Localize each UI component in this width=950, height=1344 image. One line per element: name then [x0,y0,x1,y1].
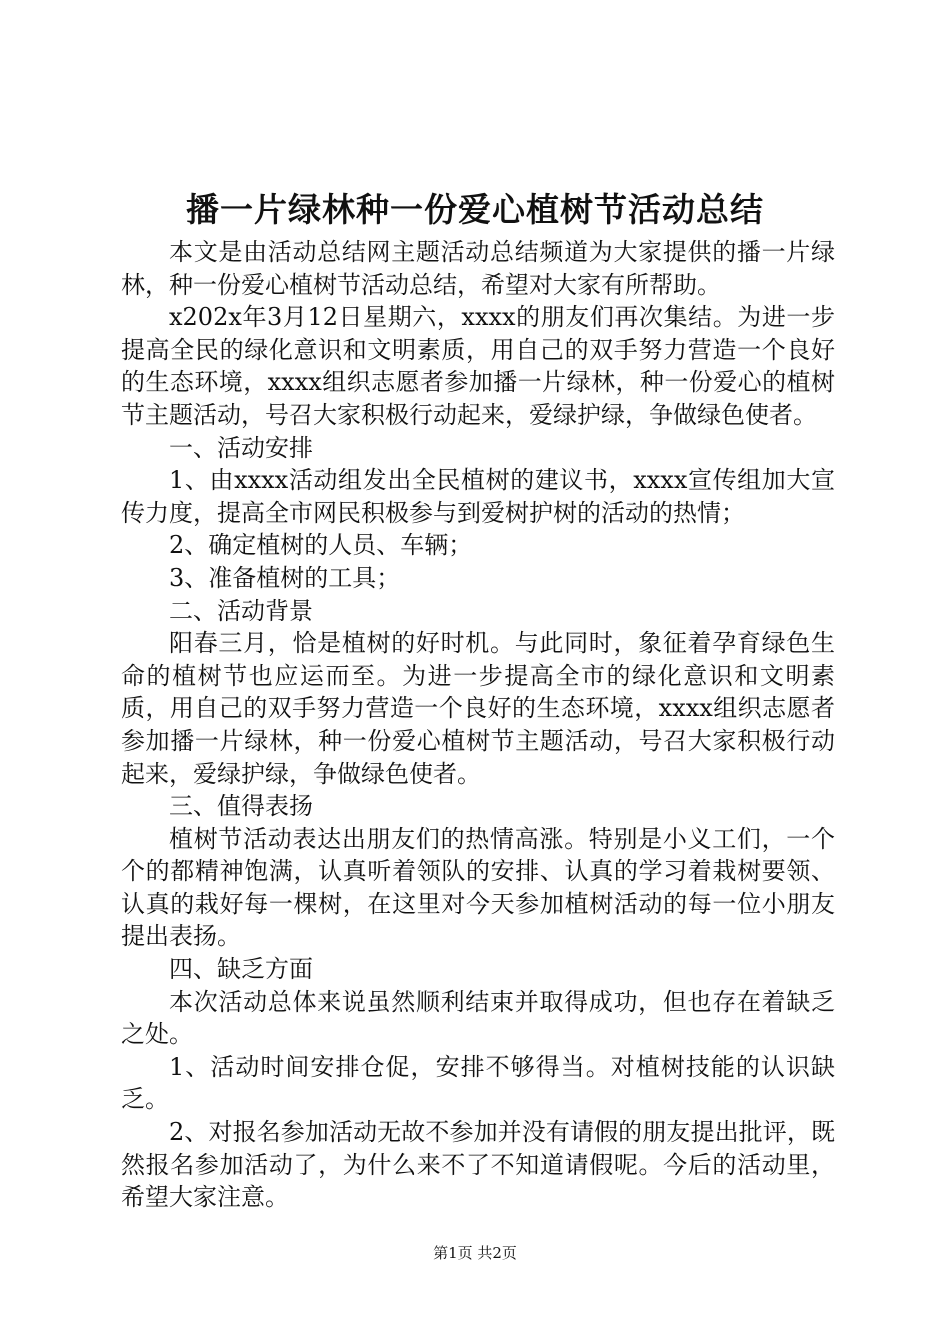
paragraph-intro: 本文是由活动总结网主题活动总结频道为大家提供的播一片绿林，种一份爱心植树节活动总结，希望对大家有所帮助。 [121,238,835,299]
paragraph-background: 阳春三月，恰是植树的好时机。与此同时，象征着孕育绿色生命的植树节也应运而至。为进一步提高全市的绿化意识和文明素质，用自己的双手努力营造一个良好的生态环境，xxxx组织志愿者参加播一片绿林，种一份爱心植树节主题活动，号召大家积极行动起来，爱绿护绿，争做绿色使者。 [121,629,835,788]
list-item-arrangement-3: 3、准备植树的工具； [169,563,401,592]
paragraph-event-overview: x202x年3月12日星期六，xxxx的朋友们再次集结。为进一步提高全民的绿化意识和文明素质，用自己的双手努力营造一个良好的生态环境，xxxx组织志愿者参加播一片绿林，种一份爱心的植树节主题活动，号召大家积极行动起来，爱绿护绿，争做绿色使者。 [121,303,835,429]
list-item-arrangement-1: 1、由xxxx活动组发出全民植树的建议书，xxxx宣传组加大宣传力度，提高全市网民积极参与到爱树护树的活动的热情； [121,466,835,527]
list-item-arrangement-2: 2、确定植树的人员、车辆； [169,531,473,560]
document-body [121,236,835,1214]
paragraph-praise: 植树节活动表达出朋友们的热情高涨。特别是小义工们，一个个的都精神饱满，认真听着领队的安排、认真的学习着栽树要领、认真的栽好每一棵树，在这里对今天参加植树活动的每一位小朋友提出表扬。 [121,824,835,951]
paragraph-shortcomings: 本次活动总体来说虽然顺利结束并取得成功，但也存在着缺乏之处。 [121,987,835,1049]
section-heading-praise: 三、值得表扬 [169,792,313,821]
page-footer: 第1页 共2页 [433,1244,517,1262]
list-item-shortcoming-2: 2、对报名参加活动无故不参加并没有请假的朋友提出批评，既然报名参加活动了，为什么来不了不知道请假呢。今后的活动里，希望大家注意。 [121,1118,835,1212]
section-heading-background: 二、活动背景 [169,596,313,625]
document-title: 播一片绿林种一份爱心植树节活动总结 [186,190,764,229]
list-item-shortcoming-1: 1、活动时间安排仓促，安排不够得当。对植树技能的认识缺乏。 [121,1052,835,1114]
section-heading-shortcomings: 四、缺乏方面 [169,955,313,984]
section-heading-arrangement: 一、活动安排 [169,433,313,462]
